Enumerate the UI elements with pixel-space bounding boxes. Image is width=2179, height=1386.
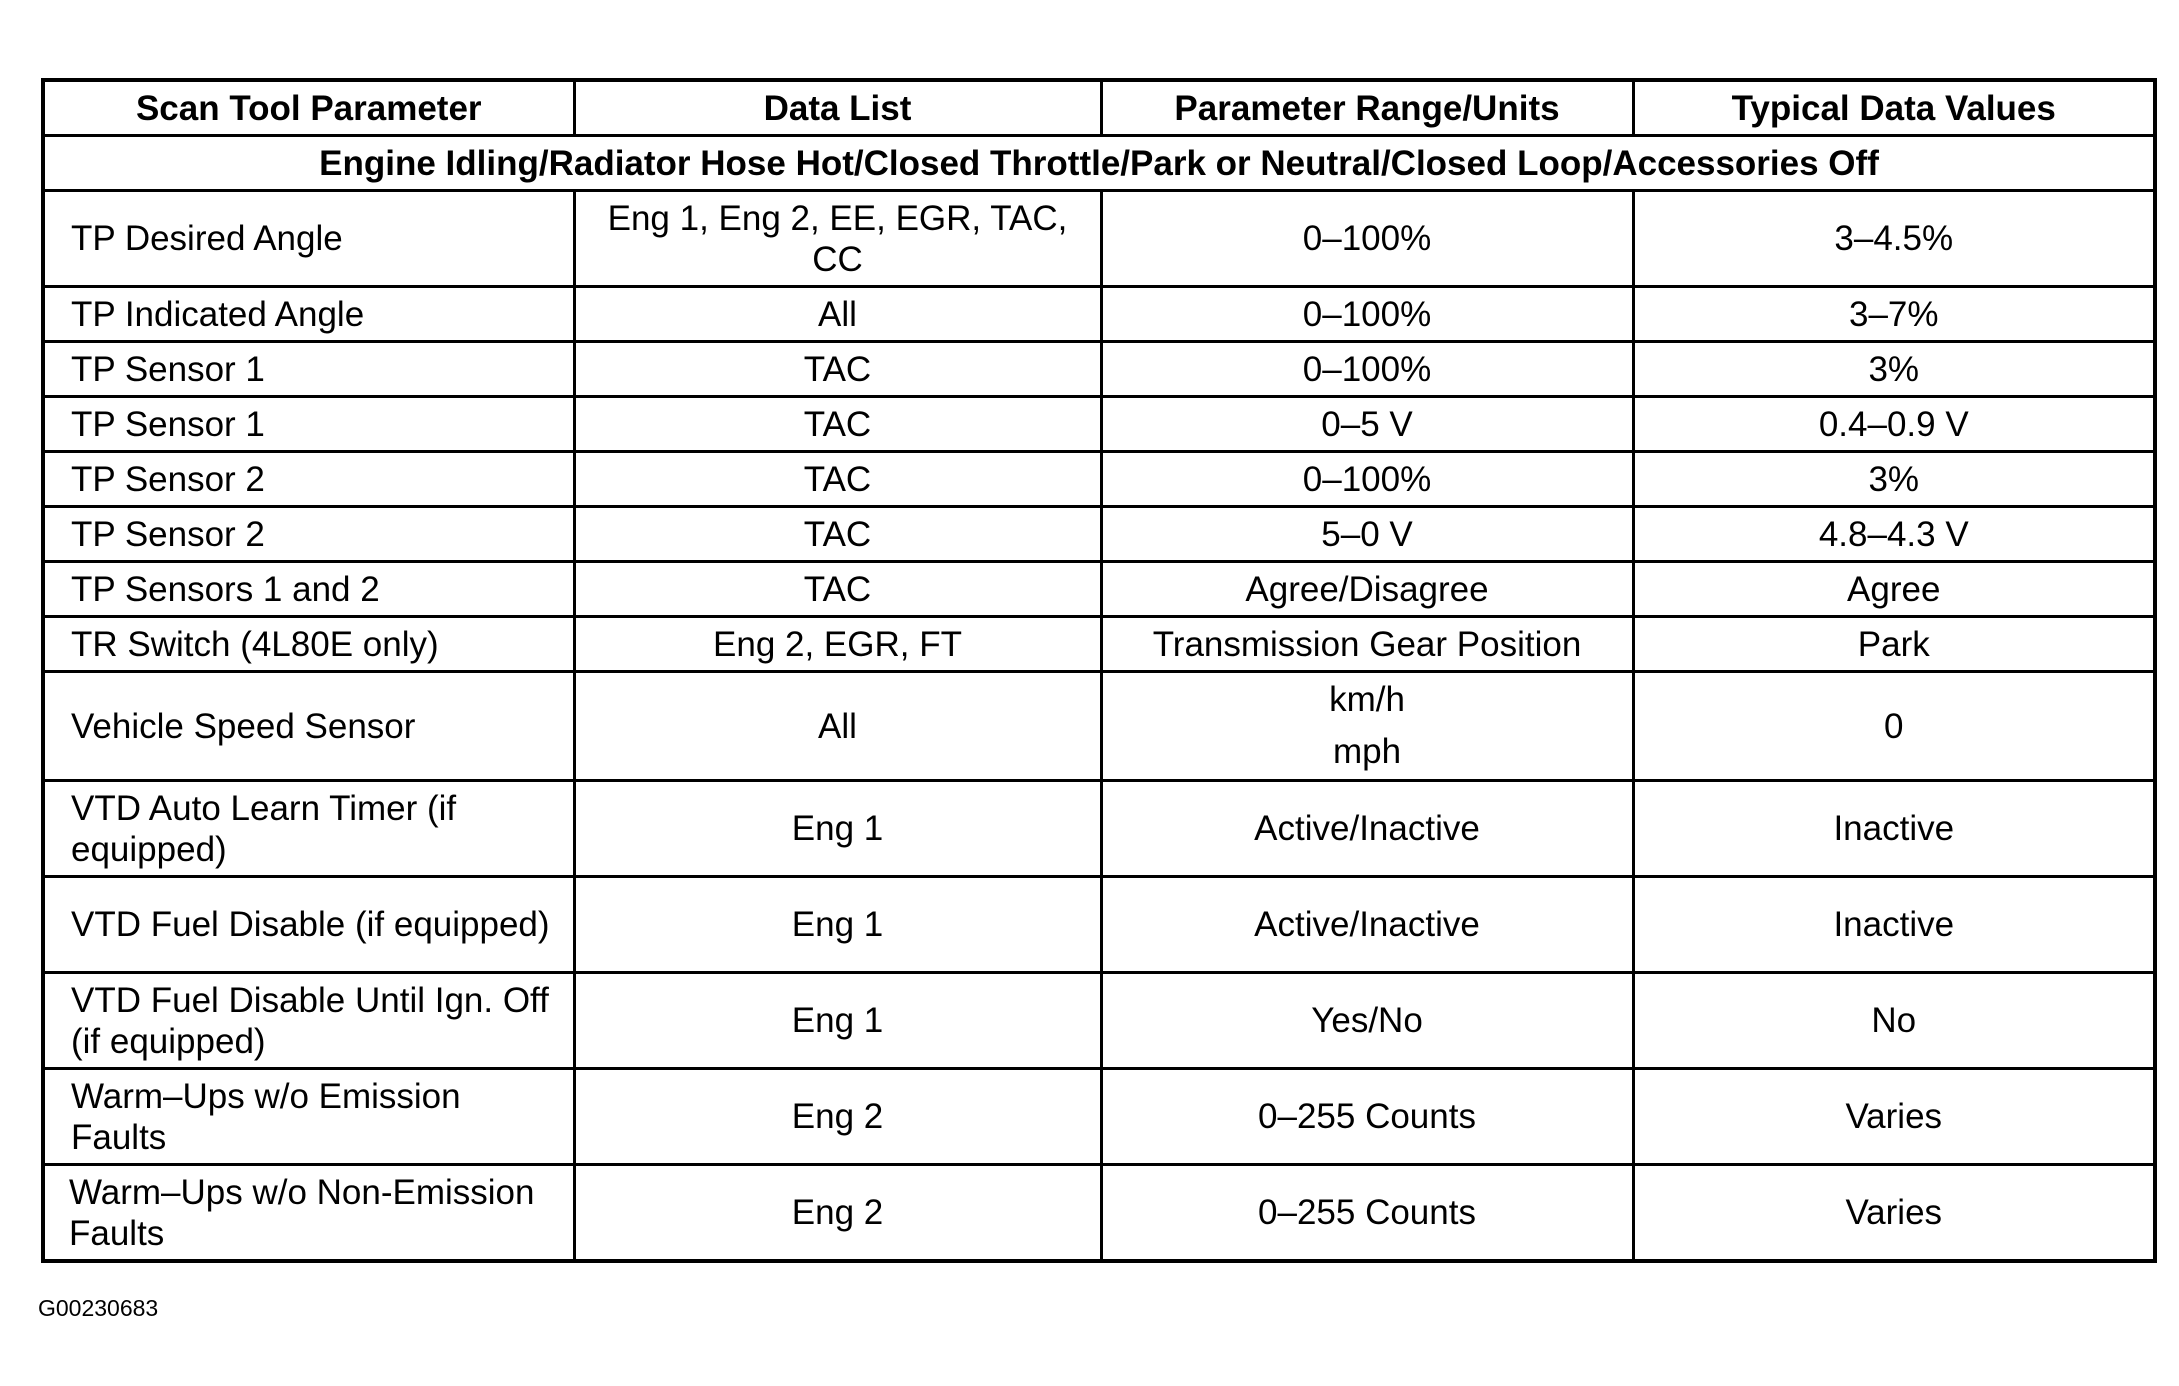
cell-parameter: TP Sensor 1 <box>43 397 574 452</box>
table-row <box>43 877 2155 973</box>
cell-data-list: Eng 2 <box>574 1069 1101 1165</box>
cell-range: 0–100% <box>1101 342 1633 397</box>
cell-range: Agree/Disagree <box>1101 562 1633 617</box>
cell-data-list: TAC <box>574 562 1101 617</box>
cell-typical: 0.4–0.9 V <box>1633 397 2155 452</box>
table-row <box>43 1165 2155 1262</box>
cell-parameter: TP Desired Angle <box>43 191 574 287</box>
scan-tool-data-table <box>41 78 2157 1263</box>
cell-typical: Varies <box>1633 1165 2155 1262</box>
table-row <box>43 287 2155 342</box>
cell-parameter: Warm–Ups w/o Emission Faults <box>43 1069 574 1165</box>
cell-range <box>1101 672 1633 781</box>
cell-parameter: TP Sensor 2 <box>43 507 574 562</box>
table-row <box>43 973 2155 1069</box>
cell-data-list: Eng 2 <box>574 1165 1101 1262</box>
cell-typical: 4.8–4.3 V <box>1633 507 2155 562</box>
cell-data-list: Eng 1 <box>574 781 1101 877</box>
cell-range: 5–0 V <box>1101 507 1633 562</box>
cell-typical: Inactive <box>1633 877 2155 973</box>
condition-row <box>43 136 2155 191</box>
table-row <box>43 672 2155 781</box>
cell-typical: Agree <box>1633 562 2155 617</box>
cell-range: Active/Inactive <box>1101 781 1633 877</box>
cell-range: Transmission Gear Position <box>1101 617 1633 672</box>
header-parameter-range-units: Parameter Range/Units <box>1101 80 1633 136</box>
cell-parameter: VTD Fuel Disable (if equipped) <box>43 877 574 973</box>
cell-parameter: VTD Auto Learn Timer (if equipped) <box>43 781 574 877</box>
cell-typical: Inactive <box>1633 781 2155 877</box>
cell-parameter: VTD Fuel Disable Until Ign. Off (if equipped) <box>43 973 574 1069</box>
table-row <box>43 342 2155 397</box>
cell-parameter: TP Sensor 2 <box>43 452 574 507</box>
cell-parameter: TP Sensor 1 <box>43 342 574 397</box>
cell-typical: 0 <box>1633 672 2155 781</box>
cell-data-list: TAC <box>574 342 1101 397</box>
cell-typical: No <box>1633 973 2155 1069</box>
table-row <box>43 397 2155 452</box>
cell-data-list: TAC <box>574 397 1101 452</box>
cell-range: 0–5 V <box>1101 397 1633 452</box>
cell-typical: 3% <box>1633 452 2155 507</box>
cell-range: Yes/No <box>1101 973 1633 1069</box>
cell-data-list: All <box>574 287 1101 342</box>
header-typical-data-values: Typical Data Values <box>1633 80 2155 136</box>
cell-data-list: All <box>574 672 1101 781</box>
header-row <box>43 80 2155 136</box>
cell-range: 0–100% <box>1101 191 1633 287</box>
range-unit-kmh: km/h <box>1329 680 1405 719</box>
operating-condition: Engine Idling/Radiator Hose Hot/Closed Throttle/Park or Neutral/Closed Loop/Accessories Off <box>43 136 2155 191</box>
cell-range: 0–255 Counts <box>1101 1069 1633 1165</box>
cell-parameter: TP Sensors 1 and 2 <box>43 562 574 617</box>
cell-range: 0–100% <box>1101 287 1633 342</box>
cell-typical: Varies <box>1633 1069 2155 1165</box>
header-scan-tool-parameter: Scan Tool Parameter <box>43 80 574 136</box>
cell-data-list: TAC <box>574 507 1101 562</box>
table-row <box>43 452 2155 507</box>
table-row <box>43 617 2155 672</box>
cell-parameter: Vehicle Speed Sensor <box>43 672 574 781</box>
table-row <box>43 562 2155 617</box>
header-data-list: Data List <box>574 80 1101 136</box>
range-unit-mph: mph <box>1332 732 1402 771</box>
cell-range: 0–255 Counts <box>1101 1165 1633 1262</box>
cell-typical: 3% <box>1633 342 2155 397</box>
cell-data-list: Eng 1 <box>574 877 1101 973</box>
table-row <box>43 507 2155 562</box>
cell-typical: 3–7% <box>1633 287 2155 342</box>
table-row <box>43 1069 2155 1165</box>
cell-parameter: TP Indicated Angle <box>43 287 574 342</box>
cell-data-list: TAC <box>574 452 1101 507</box>
cell-parameter: Warm–Ups w/o Non-Emission Faults <box>43 1165 574 1262</box>
table-row <box>43 191 2155 287</box>
table-row <box>43 781 2155 877</box>
cell-typical: 3–4.5% <box>1633 191 2155 287</box>
cell-range: Active/Inactive <box>1101 877 1633 973</box>
cell-typical: Park <box>1633 617 2155 672</box>
figure-id-label: G00230683 <box>38 1295 159 1321</box>
cell-data-list: Eng 1 <box>574 973 1101 1069</box>
cell-data-list: Eng 2, EGR, FT <box>574 617 1101 672</box>
cell-parameter: TR Switch (4L80E only) <box>43 617 574 672</box>
cell-range: 0–100% <box>1101 452 1633 507</box>
cell-data-list: Eng 1, Eng 2, EE, EGR, TAC, CC <box>574 191 1101 287</box>
